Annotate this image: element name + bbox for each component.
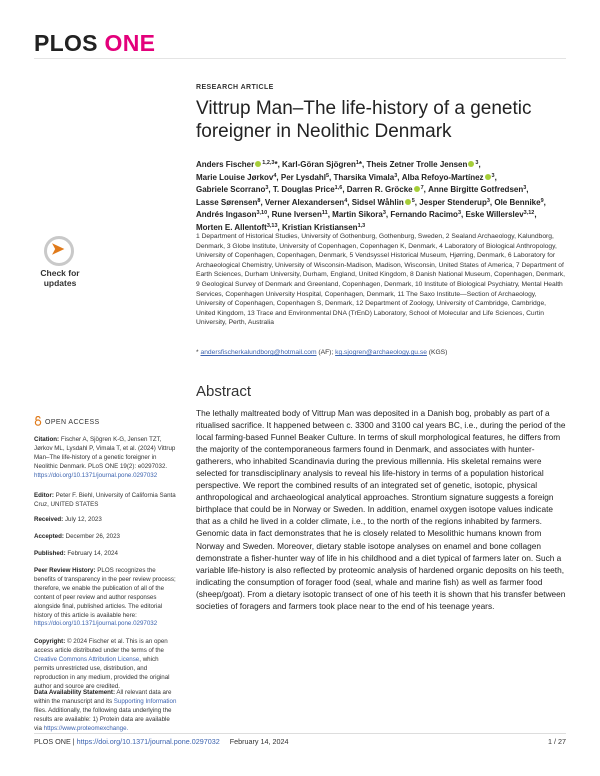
- author-name[interactable]: [428, 185, 528, 194]
- orcid-icon[interactable]: [414, 186, 420, 192]
- citation-label: Citation:: [34, 436, 60, 443]
- author-name[interactable]: [402, 173, 497, 182]
- author-separator: ,: [478, 160, 481, 169]
- author-affiliation-ref: 1,3: [357, 222, 366, 229]
- author-name-text: Andrés Ingason: [196, 210, 257, 220]
- author-name[interactable]: [332, 210, 390, 219]
- author-separator: *,: [358, 160, 367, 169]
- abstract-text: The lethally maltreated body of Vittrup Man was deposited in a Danish bog, probably as part of a ritualised sacrifice. It happened between c. 3300 and 3100 cal years BC, i.e., during the period of the local farming-based Funnel Beaker Culture. In terms of skull morphological features, he differs from the majority of the contemporaneous farmers found in Denmark, and associates with hunter-gatherers, who inhabited Scandinavia during the previous millennia. His skeletal remains were selected for transdisciplinary analysis to reveal his life-history in terms of a population historical perspective. We report the combined results of an integrated set of genetic, isotopic, physical anthropological and archaeological analytical approaches. Strontium signature suggests a foreign birthplace that could be in Norway or Sweden. In addition, enamel oxygen isotope values indicate that as a child he lived in a colder climate, i.e., to the north of the regions inhabited by farmers. Genomic data in fact demonstrates that he is closely related to Mesolithic humans known from Norway and Sweden. Moreover, dietary stable isotope analyses on enamel and bone collagen demonstrate a fisher-hunter way of life in his childhood and a diet typical of farmers later on. Such a variable life-history is also reflected by proteomic analysis of hardened organic deposits on his teeth, indicating the consumption of forager food (seal, whale and marine fish) as well as farmer food (sheep/goat). From a dietary isotopic transect of one of his teeth it is shown that his transfer between societies of foragers and farmers took place near to the end of his teenage years.: [196, 408, 566, 611]
- supporting-info-link[interactable]: Supporting Information: [113, 697, 177, 705]
- author-name[interactable]: [333, 173, 401, 182]
- author-name-text: Jesper Stenderup: [419, 197, 487, 207]
- author-separator: ,: [494, 172, 497, 182]
- author-affiliation-ref: 3: [394, 172, 398, 179]
- published-label: Published:: [34, 550, 66, 557]
- author-affiliation-ref: 8: [257, 197, 261, 204]
- logo-one: ONE: [104, 30, 156, 56]
- footer-separator: |: [70, 737, 77, 746]
- check-for-updates-label: [34, 269, 86, 288]
- author-name[interactable]: [282, 223, 365, 232]
- editor-text: Peter F. Biehl, University of California Santa Cruz, UNITED STATES: [34, 492, 176, 508]
- author-affiliation-ref: 3: [475, 160, 479, 166]
- data-availability-text-2: files. Additionally, the following data underlying the results are available: 1) Protein data are available via: [34, 706, 172, 732]
- author-name[interactable]: [196, 160, 282, 169]
- author-name-text: Karl-Göran Sjögren: [282, 160, 356, 169]
- author-name[interactable]: [282, 160, 366, 169]
- author-name[interactable]: [419, 198, 494, 207]
- corresponding-kgs: (KGS): [426, 349, 448, 356]
- author-separator: ,: [329, 172, 334, 182]
- peer-review-text: PLOS recognizes the benefits of transparency in the peer review process; therefore, we enable the publication of all of the content of peer review and author responses alongside final, published articles. The editorial history of this article is available here:: [34, 567, 176, 619]
- peer-review-link[interactable]: https://doi.org/10.1371/journal.pone.0297032: [34, 620, 158, 628]
- author-name[interactable]: [196, 198, 265, 207]
- open-access-text: OPEN ACCESS: [45, 419, 100, 426]
- author-list: [196, 158, 566, 234]
- author-name-text: Theis Zetner Trolle Jensen: [366, 160, 468, 169]
- author-separator: ,: [347, 197, 352, 207]
- author-name[interactable]: [196, 173, 281, 182]
- author-name-text: Tharsika Vimala: [333, 172, 395, 182]
- author-affiliation-ref: 3,10: [256, 210, 268, 217]
- author-name-text: Per Lysdahl: [280, 172, 326, 182]
- author-name-text: Rune Iversen: [271, 210, 322, 220]
- author-name[interactable]: [366, 160, 480, 169]
- author-name[interactable]: [265, 198, 352, 207]
- author-name-text: Gabriele Scorrano: [196, 185, 266, 195]
- author-separator: ,: [423, 185, 429, 195]
- author-separator: ,: [526, 185, 529, 195]
- author-affiliation-ref: 1: [355, 160, 359, 166]
- author-name-text: Martin Sikora: [332, 210, 383, 220]
- author-separator: ,: [461, 210, 466, 220]
- author-name[interactable]: [465, 210, 536, 219]
- author-affiliation-ref: 1,2,3: [262, 160, 275, 166]
- check-for-updates-line2: updates: [43, 277, 77, 288]
- author-separator: ,: [385, 210, 391, 220]
- author-name-text: Darren R. Gröcke: [346, 185, 413, 195]
- author-name[interactable]: [347, 185, 428, 194]
- data-availability-block: [34, 689, 178, 734]
- author-affiliation-ref: 3: [523, 185, 527, 192]
- editor-block: [34, 492, 178, 510]
- open-access-label: [34, 416, 100, 426]
- copyright-text: © 2024 Fischer et al. This is an open access article distributed under the terms of the: [34, 638, 168, 654]
- footer-divider: [34, 733, 566, 734]
- author-affiliation-ref: 5: [411, 197, 415, 204]
- footer-date: February 14, 2024: [229, 737, 289, 746]
- author-affiliation-ref: 3: [265, 185, 269, 192]
- orcid-icon[interactable]: [485, 174, 491, 180]
- orcid-icon[interactable]: [405, 199, 411, 205]
- corresponding-af: (AF);: [316, 349, 336, 356]
- author-name-text: Sidsel Wåhlin: [351, 197, 404, 207]
- footer-journal: PLOS ONE: [34, 737, 71, 746]
- data-availability-text: All relevant data are within the manuscript and its: [34, 689, 172, 705]
- author-name-text: Ole Bennike: [494, 197, 541, 207]
- author-name-text: T. Douglas Price: [272, 185, 335, 195]
- author-affiliation-ref: 9: [540, 197, 544, 204]
- data-availability-label: Data Availability Statement:: [34, 689, 116, 696]
- accepted-label: Accepted:: [34, 533, 64, 540]
- author-affiliation-ref: 3: [457, 210, 461, 217]
- proteomexchange-link[interactable]: https://www.proteomexchange.: [43, 724, 129, 732]
- orcid-icon[interactable]: [468, 161, 474, 167]
- author-separator: ,: [277, 222, 282, 232]
- article-type-label: RESEARCH ARTICLE: [196, 84, 274, 91]
- accepted-block: [34, 533, 178, 542]
- copyright-block: [34, 638, 178, 691]
- peer-review-label: Peer Review History:: [34, 567, 96, 574]
- page-number: 1 / 27: [548, 737, 566, 746]
- copyright-label: Copyright:: [34, 638, 66, 645]
- author-separator: ,: [276, 172, 281, 182]
- author-name-text: Morten E. Allentoft: [196, 222, 267, 232]
- abstract-heading: Abstract: [196, 383, 252, 400]
- author-affiliation-ref: 3: [382, 210, 386, 217]
- author-separator: ,: [268, 185, 273, 195]
- author-name[interactable]: [272, 210, 333, 219]
- author-separator: ,: [397, 172, 402, 182]
- author-name-text: Fernando Racimo: [390, 210, 458, 220]
- header-divider: [34, 58, 566, 59]
- footer-doi-link[interactable]: https://doi.org/10.1371/journal.pone.0297032: [76, 737, 220, 746]
- author-name[interactable]: [352, 198, 420, 207]
- author-separator: ,: [414, 197, 420, 207]
- author-separator: ,: [260, 197, 265, 207]
- email-link-af[interactable]: andersfischerkalundborg@hotmail.com: [200, 349, 317, 356]
- author-affiliation-ref: 1,6: [334, 185, 343, 192]
- received-block: [34, 516, 178, 525]
- author-separator: ,: [267, 210, 272, 220]
- author-name[interactable]: [196, 223, 282, 232]
- citation-text: Fischer A, Sjögren K-G, Jensen TZT, Jørkov ML, Lysdahl P, Vimala T, et al. (2024) Vittrup Man–The life-history of a genetic foreigner in Neolithic Denmark. PLoS ONE 19(2): e0297032.: [34, 436, 176, 470]
- author-name-text: Lasse Sørensen: [196, 197, 258, 207]
- author-name-text: Marie Louise Jørkov: [196, 172, 274, 182]
- accepted-date: December 26, 2023: [63, 533, 120, 540]
- author-separator: ,: [342, 185, 347, 195]
- corresponding-authors: [196, 349, 566, 356]
- author-name[interactable]: [281, 173, 334, 182]
- author-affiliation-ref: 5: [325, 172, 329, 179]
- author-separator: ,: [543, 197, 546, 207]
- author-affiliation-ref: 11: [321, 210, 328, 217]
- published-date: February 14, 2024: [65, 550, 118, 557]
- email-link-kgs[interactable]: kg.sjogren@archaeology.gu.se: [335, 349, 427, 356]
- author-name-text: Eske Willerslev: [465, 210, 524, 220]
- page-footer: [34, 737, 566, 746]
- author-name[interactable]: [390, 210, 465, 219]
- editor-label: Editor:: [34, 492, 54, 499]
- published-block: [34, 550, 178, 559]
- orcid-icon[interactable]: [255, 161, 261, 167]
- author-affiliation-ref: 4: [344, 197, 348, 204]
- author-affiliation-ref: 7: [420, 185, 424, 192]
- check-for-updates-line1: Check for: [40, 268, 80, 278]
- received-label: Received:: [34, 516, 64, 523]
- affiliations: 1 Department of Historical Studies, University of Gothenburg, Gothenburg, Sweden, 2 Sealand Archaeology, Kalundborg, Denmark, 3 Globe Institute, University of Copenhagen, Copenhagen K, Denmark, 4 Laboratory of Biological Anthropology, University of Copenhagen, Copenhagen, Denmark, 5 Vendsyssel Historical Museum, Hjørring, Denmark, 6 Laboratory for Archaeological Chemistry, University of Wisconsin-Madison, Madison, Wisconsin, United States of America, 7 Department of Earth Sciences, Durham University, Durham, England, United Kingdom, 8 Danish National Museum, Copenhagen, Denmark, 9 Geological Survey of Denmark and Greenland, Copenhagen, Denmark, 10 Institute of Biological Psychiatry, Mental Health Services, Copenhagen University Hospital, Copenhagen, Denmark, 11 The Saxo Institute—Section of Archaeology, University of Copenhagen, Copenhagen S, Denmark, 12 Department of Zoology, University of Cambridge, Cambridge, United Kingdom, 13 Trace and Environmental DNA (TrEnD) Laboratory, School of Molecular and Life Sciences, Curtin University, Perth, Australia: [196, 233, 565, 327]
- citation-doi-link[interactable]: https://doi.org/10.1371/journal.pone.0297032: [34, 471, 158, 479]
- logo-plos: PLOS: [34, 30, 98, 56]
- journal-logo[interactable]: [34, 30, 155, 57]
- author-name[interactable]: [196, 185, 273, 194]
- check-for-updates-badge[interactable]: [34, 236, 86, 292]
- corresponding-star: *: [196, 349, 199, 356]
- author-name-text: Kristian Kristiansen: [281, 222, 358, 232]
- author-affiliation-ref: 3,13: [266, 222, 278, 229]
- author-separator: *,: [274, 160, 283, 169]
- author-affiliation-ref: 3: [491, 172, 495, 179]
- author-name-text: Alba Refoyo-Martínez: [401, 172, 484, 182]
- author-name[interactable]: [494, 198, 546, 207]
- copyright-text-2: , which permits unrestricted use, distribution, and reproduction in any medium, provided the original author and source are credited.: [34, 655, 170, 690]
- author-separator: ,: [534, 210, 537, 220]
- received-date: July 12, 2023: [63, 516, 102, 523]
- author-name[interactable]: [273, 185, 347, 194]
- bookmark-icon: ➤: [51, 241, 65, 258]
- author-separator: ,: [327, 210, 333, 220]
- author-affiliation-ref: 3: [486, 197, 490, 204]
- author-name-text: Anne Birgitte Gotfredsen: [428, 185, 524, 195]
- citation-block: [34, 436, 178, 481]
- license-link[interactable]: Creative Commons Attribution License: [34, 655, 140, 663]
- article-title: Vittrup Man–The life-history of a genetic foreigner in Neolithic Denmark: [196, 98, 532, 142]
- author-affiliation-ref: 3,12: [523, 210, 535, 217]
- peer-review-block: [34, 567, 178, 629]
- author-affiliation-ref: 4: [273, 172, 277, 179]
- open-lock-icon: [34, 416, 42, 425]
- author-name-text: Verner Alexandersen: [264, 197, 345, 207]
- author-name[interactable]: [196, 210, 272, 219]
- author-name-text: Anders Fischer: [196, 160, 255, 169]
- author-separator: ,: [489, 197, 495, 207]
